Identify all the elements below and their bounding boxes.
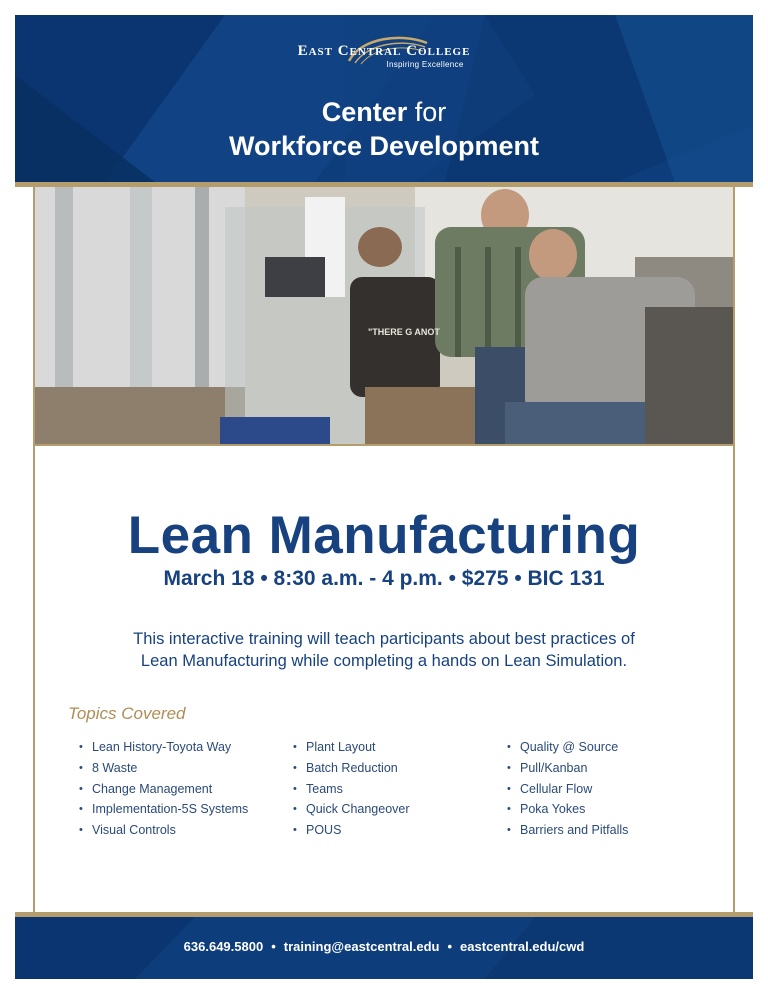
- footer-separator: •: [271, 939, 276, 954]
- center-title: [15, 95, 753, 163]
- topic-item: • Implementation-5S Systems: [79, 799, 248, 820]
- shirt-text: "THERE G ANOT: [368, 327, 440, 337]
- center-for-word: for: [414, 97, 447, 127]
- footer-contact: [15, 939, 753, 954]
- footer-phone[interactable]: 636.649.5800: [183, 939, 264, 954]
- topics-column-1: [79, 737, 248, 841]
- event-details: March 18 • 8:30 a.m. - 4 p.m. • $275 • BIC 131: [163, 567, 605, 590]
- topic-item: • Plant Layout: [293, 737, 410, 758]
- footer-email-link[interactable]: training@eastcentral.edu: [283, 939, 440, 954]
- center-subtitle: Workforce Development: [228, 131, 540, 161]
- classroom-photo-icon: [35, 187, 733, 446]
- topic-item: • Batch Reduction: [293, 758, 410, 779]
- topic-item: • Cellular Flow: [507, 779, 628, 800]
- topic-item: • POUS: [293, 820, 410, 841]
- topic-item: • Change Management: [79, 779, 248, 800]
- topics-column-2: [293, 737, 410, 841]
- topics-column-3: [507, 737, 628, 841]
- topic-item: • Lean History-Toyota Way: [79, 737, 248, 758]
- footer-separator: •: [447, 939, 453, 954]
- topic-item: • Pull/Kanban: [507, 758, 628, 779]
- topic-item: • Poka Yokes: [507, 799, 628, 820]
- college-logo: [15, 43, 753, 69]
- event-title: Lean Manufacturing: [127, 506, 641, 565]
- footer-banner: [15, 917, 753, 979]
- topic-item: • Quick Changeover: [293, 799, 410, 820]
- footer-website-link[interactable]: eastcentral.edu/cwd: [460, 939, 585, 954]
- center-word: Center: [321, 97, 408, 127]
- topics-heading: Topics Covered: [68, 704, 186, 723]
- description-line-2: Lean Manufacturing while completing a hands on Lean Simulation.: [140, 652, 628, 670]
- topic-item: • Visual Controls: [79, 820, 248, 841]
- event-description: [60, 628, 708, 672]
- topic-item: • 8 Waste: [79, 758, 248, 779]
- topic-item: • Teams: [293, 779, 410, 800]
- description-line-1: This interactive training will teach participants about best practices of: [133, 630, 635, 648]
- college-name: East Central College: [297, 43, 471, 59]
- topic-item: • Barriers and Pitfalls: [507, 820, 628, 841]
- training-photo: [35, 187, 733, 446]
- topic-item: • Quality @ Source: [507, 737, 628, 758]
- college-tagline: Inspiring Excellence: [386, 60, 464, 69]
- header-banner: [15, 15, 753, 182]
